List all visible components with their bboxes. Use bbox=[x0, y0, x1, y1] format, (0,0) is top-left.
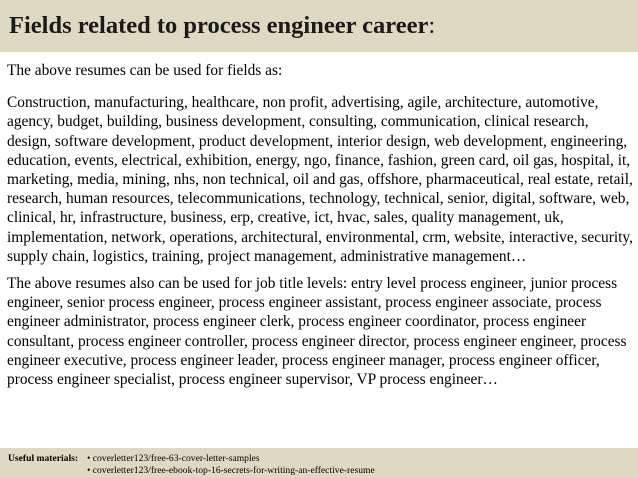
title-bar bbox=[0, 0, 638, 52]
footer-row-2 bbox=[8, 465, 638, 477]
fields-paragraph: Construction, manufacturing, healthcare, non profit, advertising, agile, architecture, automotive, agency, budget, building, business development, consulting, communication, clinical research, design, software development, product development, interior design, web development, engineering, education, events, electrical, exhibition, energy, ngo, finance, fashion, green card, oil gas, hospital, it, marketing, media, mining, nhs, non technical, oil and gas, offshore, pharmaceutical, real estate, retail, research, human resources, telecommunications, technology, technical, senior, digital, software, web, clinical, hr, infrastructure, business, erp, creative, ict, hvac, sales, quality management, uk, implementation, network, operations, architectural, environmental, crm, website, interactive, security, supply chain, logistics, training, project management, administrative management… bbox=[7, 94, 633, 265]
job-levels-paragraph: The above resumes also can be used for job title levels: entry level process engineer, junior process engineer, senior process engineer, process engineer assistant, process engineer associate, process engineer administrator, process engineer clerk, process engineer coordinator, process engineer consultant, process engineer controller, process engineer director, process engineer engineer, process engineer executive, process engineer leader, process engineer manager, process engineer officer, process engineer specialist, process engineer supervisor, VP process engineer… bbox=[7, 275, 627, 389]
content-area bbox=[7, 61, 635, 389]
page-title-colon: : bbox=[428, 12, 436, 39]
footer-link-cover-letters[interactable]: • coverletter123/free-63-cover-letter-samples bbox=[87, 453, 260, 464]
page-title bbox=[9, 11, 638, 41]
footer-row-1 bbox=[8, 453, 638, 465]
footer-indent bbox=[8, 465, 81, 477]
footer-bar bbox=[0, 448, 638, 478]
page-title-text: Fields related to process engineer career bbox=[9, 12, 429, 39]
footer-label: Useful materials: bbox=[8, 453, 79, 464]
footer-link-ebook[interactable]: • coverletter123/free-ebook-top-16-secrets-for-writing-an-effective-resume bbox=[87, 464, 375, 476]
intro-paragraph: The above resumes can be used for fields as: bbox=[7, 62, 283, 79]
